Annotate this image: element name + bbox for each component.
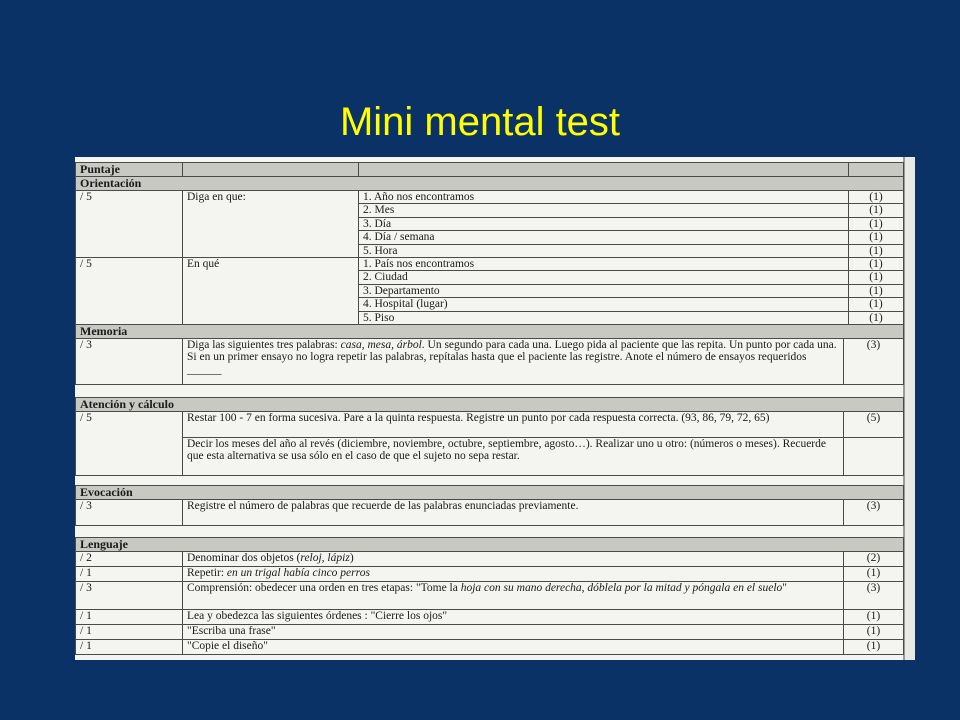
lenguaje-escriba: "Escriba una frase"	[183, 625, 844, 640]
orientacion-item: 4. Hospital (lugar)	[359, 298, 849, 311]
atencion-meses-text: Decir los meses del año al revés (diciembre, noviembre, octubre, septiembre, agosto…). Realizar uno u otro: (números o meses). Recuerde que esta alternativa se usa sólo en el caso de que el sujeto no sepa restar.	[183, 438, 844, 476]
lenguaje-score: / 1	[76, 625, 183, 640]
lenguaje-text: Denominar dos objetos (	[187, 552, 301, 564]
lenguaje-lea: Lea y obedezca las siguientes órdenes : "Cierre los ojos"	[183, 610, 844, 625]
atencion-score: / 5	[76, 412, 183, 476]
memoria-words: casa, mesa, árbol	[340, 339, 422, 351]
orientacion-item: 1. Año nos encontramos	[359, 190, 849, 203]
orientacion-table	[75, 162, 904, 325]
header-blank	[183, 163, 359, 177]
lenguaje-table	[75, 537, 904, 655]
memoria-text-a: Diga las siguientes tres palabras:	[187, 339, 341, 351]
item-points: (1)	[849, 257, 904, 270]
lenguaje-points: (3)	[844, 582, 904, 610]
orientacion-score-1: / 5	[76, 190, 183, 257]
lenguaje-comprension	[183, 582, 844, 610]
lenguaje-objects: reloj, lápiz	[300, 552, 350, 564]
section-header-evocacion: Evocación	[76, 486, 904, 500]
lenguaje-points: (1)	[844, 625, 904, 640]
lenguaje-points: (1)	[844, 567, 904, 582]
lenguaje-denominar	[183, 552, 844, 567]
lenguaje-repetir	[183, 567, 844, 582]
lenguaje-score: / 1	[76, 640, 183, 655]
orientacion-item: 4. Día / semana	[359, 231, 849, 244]
orientacion-item: 5. Piso	[359, 311, 849, 324]
memoria-score: / 3	[76, 339, 183, 385]
lenguaje-phrase: en un trigal había cinco perros	[226, 567, 370, 579]
orientacion-item: 3. Departamento	[359, 284, 849, 297]
lenguaje-text: "	[782, 582, 787, 594]
orientacion-item: 5. Hora	[359, 244, 849, 257]
lenguaje-points: (1)	[844, 610, 904, 625]
lenguaje-points: (2)	[844, 552, 904, 567]
lenguaje-text: Comprensión: obedecer una orden en tres etapas: "Tome la	[187, 582, 461, 594]
form-paper	[75, 157, 905, 660]
section-header-lenguaje: Lenguaje	[76, 538, 904, 552]
item-points: (1)	[849, 311, 904, 324]
item-points: (1)	[849, 190, 904, 203]
blank-points	[844, 438, 904, 476]
section-header-memoria: Memoria	[76, 325, 904, 339]
lenguaje-text: Repetir:	[187, 567, 227, 579]
atencion-restar-text: Restar 100 - 7 en forma sucesiva. Pare a la quinta respuesta. Registre un punto por cada respuesta correcta. (93, 86, 79, 72, 65)	[183, 412, 844, 438]
puntaje-header: Puntaje	[76, 163, 183, 177]
section-header-atencion: Atención y cálculo	[76, 398, 904, 412]
atencion-points: (5)	[844, 412, 904, 438]
orientacion-prompt-1: Diga en que:	[183, 190, 359, 257]
item-points: (1)	[849, 217, 904, 230]
evocacion-points: (3)	[844, 500, 904, 526]
memoria-table	[75, 324, 904, 385]
lenguaje-score: / 3	[76, 582, 183, 610]
item-points: (1)	[849, 298, 904, 311]
item-points: (1)	[849, 204, 904, 217]
orientacion-score-2: / 5	[76, 257, 183, 324]
lenguaje-points: (1)	[844, 640, 904, 655]
lenguaje-score: / 1	[76, 610, 183, 625]
lenguaje-score: / 2	[76, 552, 183, 567]
section-header-orientacion: Orientación	[76, 176, 904, 190]
orientacion-item: 2. Mes	[359, 204, 849, 217]
lenguaje-order: hoja con su mano derecha, dóblela por la mitad y póngala en el suelo	[460, 582, 783, 594]
orientacion-prompt-2: En qué	[183, 257, 359, 324]
evocacion-score: / 3	[76, 500, 183, 526]
lenguaje-text: )	[349, 552, 354, 564]
orientacion-item: 2. Ciudad	[359, 271, 849, 284]
slide-title: Mini mental test	[339, 100, 621, 144]
lenguaje-copie: "Copie el diseño"	[183, 640, 844, 655]
item-points: (1)	[849, 244, 904, 257]
item-points: (1)	[849, 271, 904, 284]
memoria-points: (3)	[844, 339, 904, 385]
memoria-text-b: . Un segundo para cada una. Luego pida al paciente que las repita. Un punto por cada una. Si en un primer ensayo no logra repetir las palabras, repítalas hasta que el paciente las registre. Anote el número de ensayos requeridos ______	[187, 339, 837, 376]
item-points: (1)	[849, 284, 904, 297]
orientacion-item: 1. País nos encontramos	[359, 257, 849, 270]
evocacion-table	[75, 485, 904, 526]
header-blank	[359, 163, 849, 177]
memoria-instructions	[183, 339, 844, 385]
header-blank	[849, 163, 904, 177]
atencion-table	[75, 397, 904, 476]
evocacion-text: Registre el número de palabras que recuerde de las palabras enunciadas previamente.	[183, 500, 844, 526]
scanned-form	[75, 157, 915, 660]
orientacion-item: 3. Día	[359, 217, 849, 230]
lenguaje-score: / 1	[76, 567, 183, 582]
item-points: (1)	[849, 231, 904, 244]
